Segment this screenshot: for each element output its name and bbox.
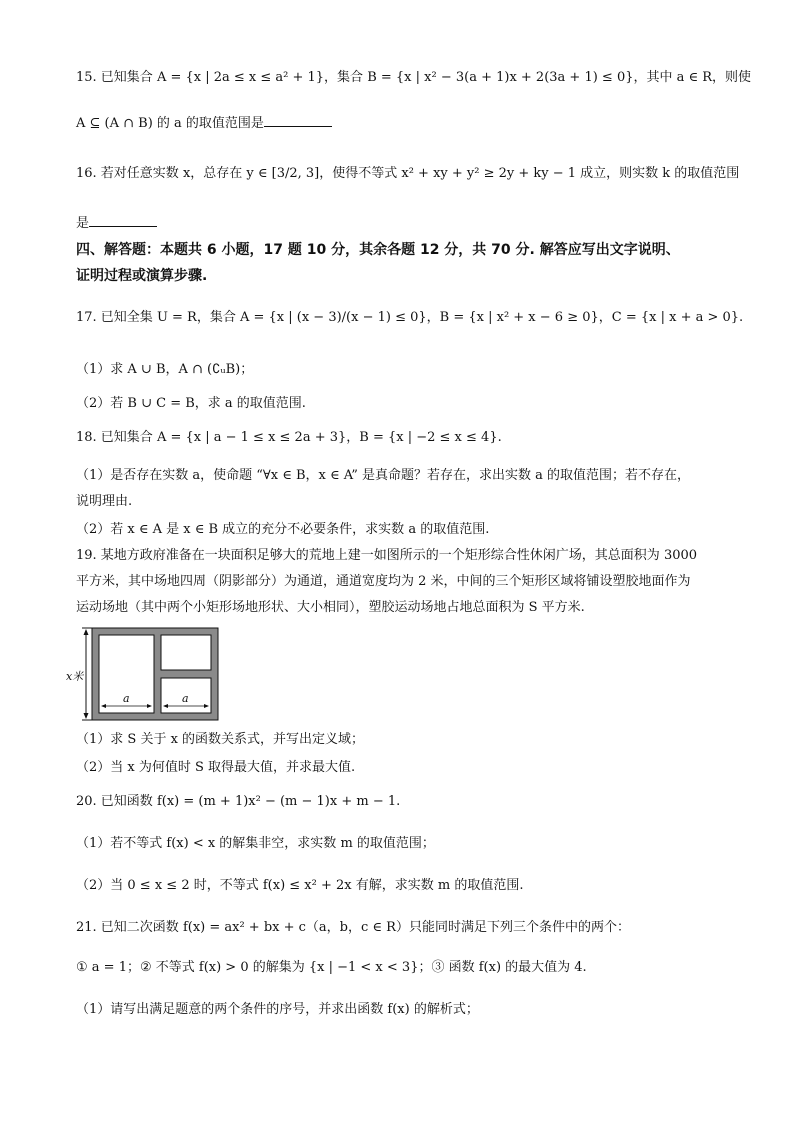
p16-line1: 16. 若对任意实数 x，总存在 y ∈ [3/2, 3]，使得不等式 x² + xy + y² ≥ 2y + ky − 1 成立，则实数 k 的取值范围 <box>76 166 740 181</box>
p19-q2: （2）当 x 为何值时 S 取得最大值，并求最大值. <box>76 760 356 775</box>
p19-stem3: 运动场地（其中两个小矩形场地形状、大小相同），塑胶运动场地占地总面积为 S 平方米. <box>76 600 585 615</box>
a-dimension-label-1: a <box>123 692 130 705</box>
p15-line1: 15. 已知集合 A = {x | 2a ≤ x ≤ a² + 1}，集合 B = {x | x² − 3(a + 1)x + 2(3a + 1) ≤ 0}，其中 a ∈ R，则使 <box>76 70 752 85</box>
p17-stem: 17. 已知全集 U = R，集合 A = {x | (x − 3)/(x − 1) ≤ 0}，B = {x | x² + x − 6 ≥ 0}，C = {x | x + a > 0}. <box>76 310 744 325</box>
p20-stem: 20. 已知函数 f(x) = (m + 1)x² − (m − 1)x + m − 1. <box>76 794 401 809</box>
x-arrow-down <box>84 713 89 719</box>
p21-q1: （1）请写出满足题意的两个条件的序号，并求出函数 f(x) 的解析式； <box>76 1002 479 1017</box>
p15-line2-text: A ⊆ (A ∩ B) 的 a 的取值范围是 <box>76 116 264 131</box>
section-heading-line1: 四、解答题：本题共 6 小题，17 题 10 分，其余各题 12 分，共 70 分. 解答应写出文字说明、 <box>76 242 680 258</box>
x-arrow-up <box>84 629 89 635</box>
p18-q1b: 说明理由. <box>76 494 133 509</box>
small-field-top <box>161 635 211 670</box>
p16-line2-text: 是 <box>76 216 90 231</box>
p18-q1a: （1）是否存在实数 a，使命题 “∀x ∈ B，x ∈ A” 是真命题？若存在，求出实数 a 的取值范围；若不存在， <box>76 468 691 483</box>
p17-q1: （1）求 A ∪ B，A ∩ (∁ᵤB)； <box>76 362 254 377</box>
x-dimension-label: x米 <box>66 670 84 683</box>
answer-blank <box>89 212 157 227</box>
answer-blank <box>264 112 332 127</box>
p15-line2 <box>76 112 332 134</box>
p19-q1: （1）求 S 关于 x 的函数关系式，并写出定义域； <box>76 732 365 747</box>
p19-stem2: 平方米，其中场地四周（阴影部分）为通道，通道宽度均为 2 米，中间的三个矩形区域将铺设塑胶地面作为 <box>76 574 691 589</box>
p19-stem1: 19. 某地方政府准备在一块面积足够大的荒地上建一如图所示的一个矩形综合性休闲广场，其总面积为 3000 <box>76 548 698 563</box>
p17-q2: （2）若 B ∪ C = B，求 a 的取值范围. <box>76 396 306 411</box>
p20-q2: （2）当 0 ≤ x ≤ 2 时，不等式 f(x) ≤ x² + 2x 有解，求实数 m 的取值范围. <box>76 878 524 893</box>
plaza-figure <box>64 622 224 724</box>
p21-conditions: ① a = 1；② 不等式 f(x) > 0 的解集为 {x | −1 < x < 3}；③ 函数 f(x) 的最大值为 4. <box>76 960 587 975</box>
p18-q2: （2）若 x ∈ A 是 x ∈ B 成立的充分不必要条件，求实数 a 的取值范围. <box>76 522 490 537</box>
p18-stem: 18. 已知集合 A = {x | a − 1 ≤ x ≤ 2a + 3}，B = {x | −2 ≤ x ≤ 4}. <box>76 430 502 445</box>
p21-stem: 21. 已知二次函数 f(x) = ax² + bx + c（a，b，c ∈ R）只能同时满足下列三个条件中的两个： <box>76 920 630 935</box>
a-dimension-label-2: a <box>182 692 189 705</box>
p16-line2 <box>76 212 157 234</box>
p20-q1: （1）若不等式 f(x) < x 的解集非空，求实数 m 的取值范围； <box>76 836 435 851</box>
section-heading-line2: 证明过程或演算步骤. <box>76 268 208 284</box>
